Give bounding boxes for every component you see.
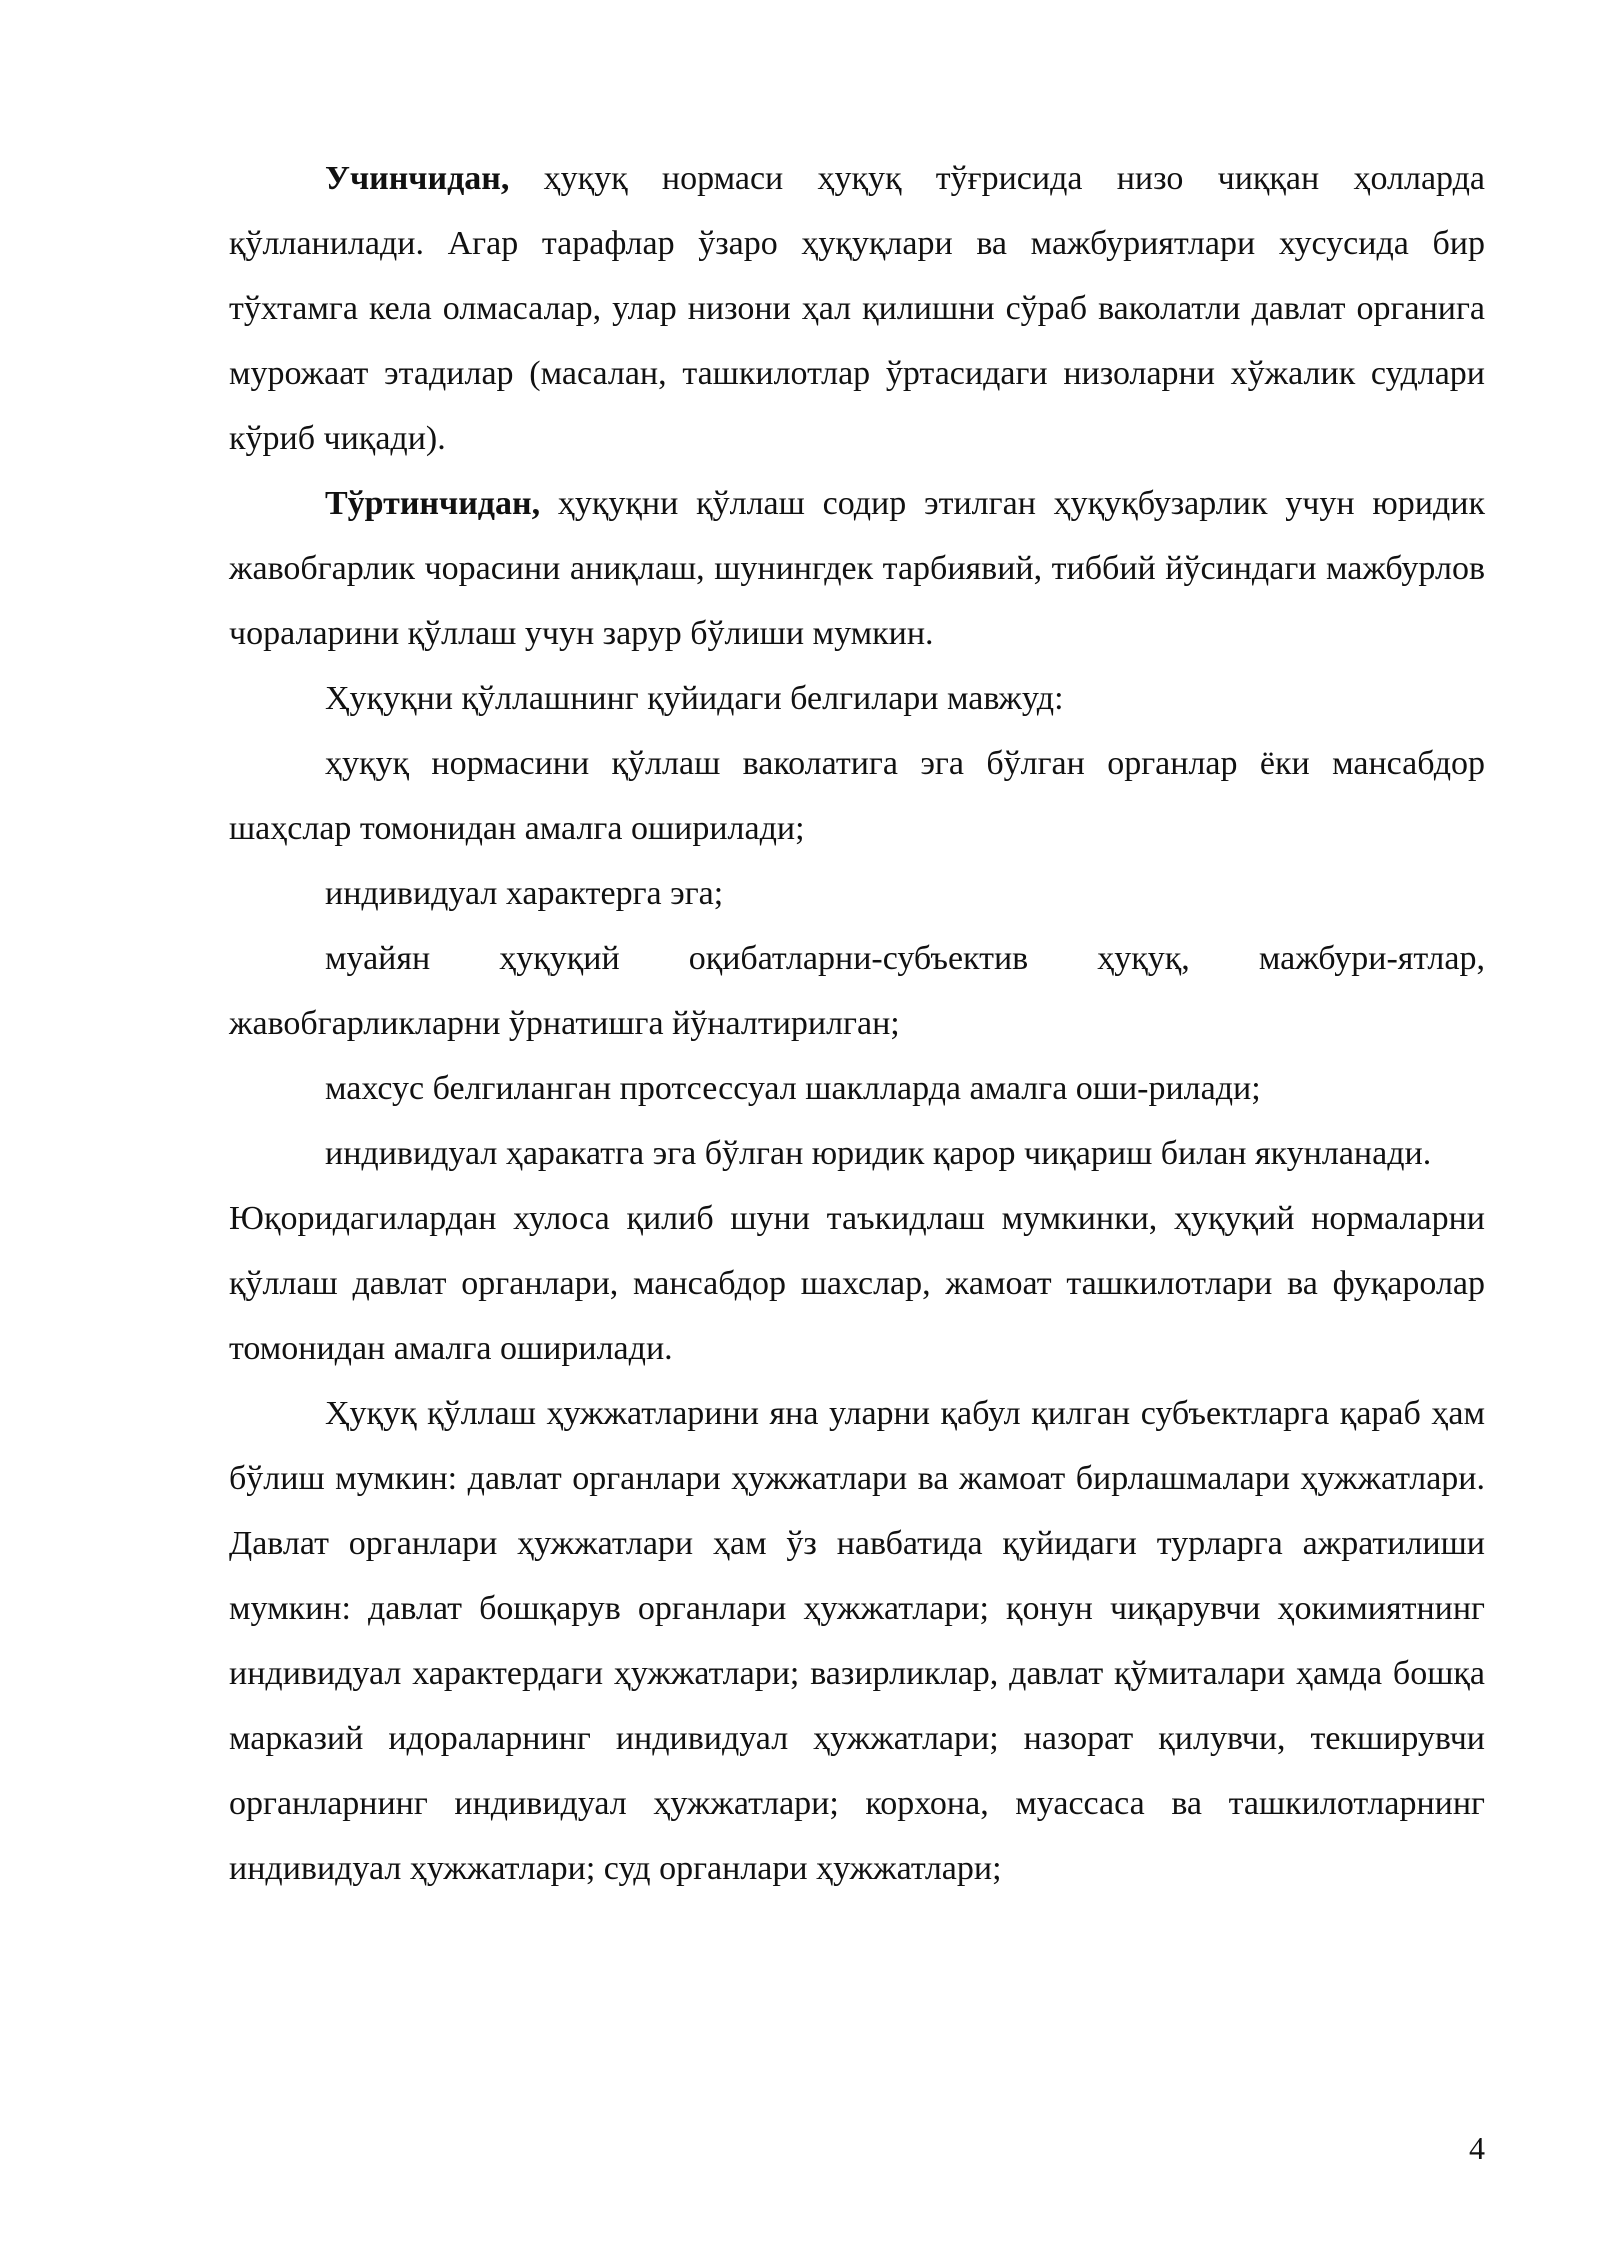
list-item-feature bbox=[229, 1056, 1485, 1121]
paragraph-text: Юқоридагилардан хулоса қилиб шуни таъкидлаш мумкинки, ҳуқуқий нормаларни қўллаш давлат органлари, мансабдор шахслар, жамоат ташкилотлари ва фуқаролар томонидан амалга оширилади. bbox=[229, 1200, 1485, 1367]
list-item-feature bbox=[229, 926, 1485, 1056]
paragraph-text: Ҳуқуқ қўллаш ҳужжатларини яна уларни қабул қилган субъектларга қараб ҳам бўлиш мумкин: давлат органлари ҳужжатлари ва жамоат бирлашмалари ҳужжатлари. Давлат органлари ҳужжатлари ҳам ўз навбатида қуйидаги турларга ажратилиши мумкин: давлат бошқарув органлари ҳужжатлари; қонун чиқарувчи ҳокимиятнинг индивидуал характердаги ҳужжатлари; вазирликлар, давлат қўмиталари ҳамда бошқа марказий идораларнинг индивидуал ҳужжатлари; назорат қилувчи, текширувчи органларнинг индивидуал ҳужжатлари; корхона, муассаса ва ташкилотларнинг индивидуал ҳужжатлари; суд органлари ҳужжатлари; bbox=[229, 1395, 1485, 1887]
paragraph-text: махсус белгиланган протсессуал шаклларда амалга оши-рилади; bbox=[325, 1070, 1261, 1107]
paragraph-thirdly bbox=[229, 146, 1485, 471]
page-number: 4 bbox=[1469, 2130, 1485, 2166]
paragraph-conclusion bbox=[229, 1186, 1485, 1381]
text-body bbox=[229, 146, 1485, 1901]
paragraph-text: ҳуқуқни қўллаш содир этилган ҳуқуқбузарлик учун юридик жавобгарлик чорасини аниқлаш, шунингдек тарбиявий, тиббий йўсиндаги мажбурлов чораларини қўллаш учун зарур бўлиши мумкин. bbox=[229, 485, 1485, 652]
paragraph-text: Ҳуқуқни қўллашнинг қуйидаги белгилари мавжуд: bbox=[325, 680, 1064, 717]
list-item-feature bbox=[229, 861, 1485, 926]
paragraph-text: ҳуқуқ нормаси ҳуқуқ тўғрисида низо чиққан ҳолларда қўлланилади. Агар тарафлар ўзаро ҳуқуқлари ва мажбуриятлари хусусида бир тўхтамга кела олмасалар, улар низони ҳал қилишни сўраб ваколатли давлат органига мурожаат этадилар (масалан, ташкилотлар ўртасидаги низоларни хўжалик судлари кўриб чиқади). bbox=[229, 160, 1485, 457]
list-item-feature bbox=[229, 1121, 1485, 1186]
paragraph-documents bbox=[229, 1381, 1485, 1901]
paragraph-fourthly bbox=[229, 471, 1485, 666]
paragraph-text: муайян ҳуқуқий оқибатларни-субъектив ҳуқуқ, мажбури-ятлар, жавобгарликларни ўрнатишга йўналтирилган; bbox=[229, 940, 1485, 1042]
paragraph-lead: Тўртинчидан, bbox=[325, 485, 541, 522]
paragraph-features-intro bbox=[229, 666, 1485, 731]
list-item-feature bbox=[229, 731, 1485, 861]
paragraph-text: ҳуқуқ нормасини қўллаш ваколатига эга бўлган органлар ёки мансабдор шаҳслар томонидан амалга оширилади; bbox=[229, 745, 1485, 847]
paragraph-lead: Учинчидан, bbox=[325, 160, 510, 197]
paragraph-text: индивидуал характерга эга; bbox=[325, 875, 724, 912]
paragraph-text: индивидуал ҳаракатга эга бўлган юридик қарор чиқариш билан якунланади. bbox=[325, 1135, 1432, 1172]
